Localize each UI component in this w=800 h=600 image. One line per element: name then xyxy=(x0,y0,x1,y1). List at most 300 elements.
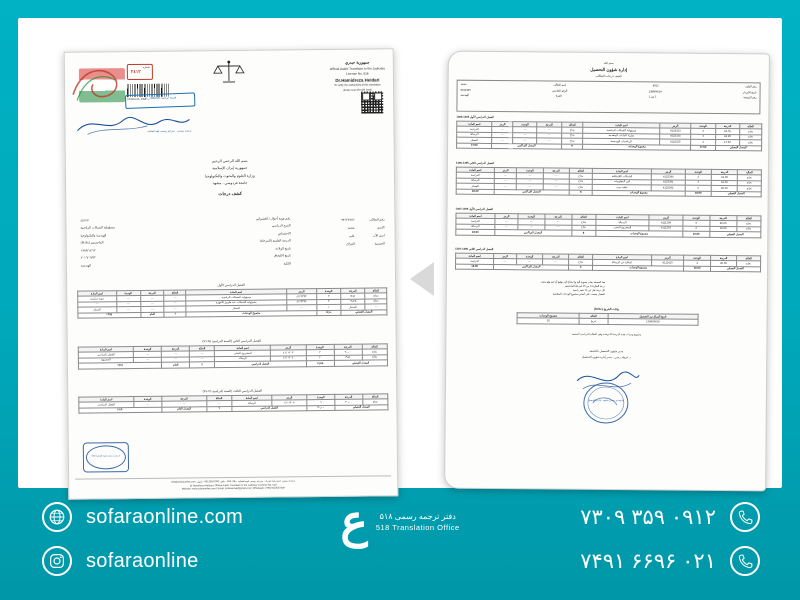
cell: 19.50 xyxy=(710,226,737,232)
col: الدرجة xyxy=(537,122,561,128)
cell: مجموع الوحدات xyxy=(596,231,683,237)
cell: 8 xyxy=(571,230,595,236)
document-page-original[interactable] xyxy=(444,51,770,492)
cell: 20.00 xyxy=(684,266,710,272)
col: الرمز xyxy=(495,214,518,220)
cell: ١٩٫٥٠ xyxy=(334,355,362,361)
col: الرمز xyxy=(651,255,684,261)
cell: — xyxy=(494,184,517,190)
cell: نجاح xyxy=(738,180,762,186)
phone-icon xyxy=(730,546,760,576)
cell: المعدل الفصلي xyxy=(710,232,761,238)
cell: المعدل الفصلي xyxy=(334,360,388,366)
cell: نجاح xyxy=(569,184,593,190)
field-value-1: 1398/06/19 xyxy=(648,89,662,93)
semester2-title: الفصل الدراسي الثاني (السنة الدراسية ٩٥-٩٦) xyxy=(202,338,262,344)
col: الرمز xyxy=(494,168,517,174)
col: الحالة xyxy=(737,216,761,222)
cell: ٤١١١٢٠٣ xyxy=(271,350,306,356)
orig-term2-table xyxy=(456,167,762,198)
col-grade-b: الدرجة xyxy=(162,346,190,352)
cell: حلقة بحث xyxy=(593,185,652,191)
col: اسم المادة xyxy=(593,168,652,174)
cell: — xyxy=(517,184,543,190)
direction-arrow-icon xyxy=(410,262,434,296)
cell: 4122333 xyxy=(660,128,691,134)
cell: ٦ xyxy=(164,312,186,318)
cell: ٢٠٫٠٠ xyxy=(334,350,362,356)
cell: — xyxy=(543,184,569,190)
cell: الدراسة xyxy=(456,219,495,225)
cell: الرسالة xyxy=(215,356,271,362)
cell: — xyxy=(537,138,561,144)
orig-term3-title: الفصل الدراسي الأول 1396-1397 xyxy=(455,207,493,212)
cell: نجاح xyxy=(365,299,387,305)
cell: نجاح xyxy=(738,175,762,181)
info-value-c: الهندسة والتكنولوجيا xyxy=(80,233,107,238)
cell: — xyxy=(494,173,517,179)
cell: ٢ xyxy=(306,355,334,361)
student-info-left xyxy=(80,216,291,268)
col: الوحدة xyxy=(691,123,715,129)
header-line2: Official Arabic Translator to the Judiciary xyxy=(329,65,385,71)
col-status-1: الحالة xyxy=(164,290,186,296)
stamp-scribble-icon xyxy=(569,363,644,430)
col-status-b: الحالة xyxy=(207,396,232,402)
field-value-3: محمد xyxy=(460,82,467,86)
cell: — xyxy=(140,306,164,312)
col-grade-2: الدرجة xyxy=(341,288,365,294)
cell: المعدل التراكمي xyxy=(495,230,572,236)
cell: — xyxy=(365,304,387,310)
col: الوحدة xyxy=(516,254,542,260)
cell: — xyxy=(517,173,543,179)
field-value-4: 9312345 xyxy=(460,88,471,92)
logo-group xyxy=(340,495,460,547)
cell: — xyxy=(190,351,215,357)
col-grade-b: الدرجة xyxy=(162,396,207,402)
cell: ١٣٩٦ xyxy=(78,362,161,368)
cell: نجاح xyxy=(362,349,387,355)
cell: 2 xyxy=(685,185,711,191)
verify-line1: To verify the authenticity of this translation xyxy=(334,83,381,87)
phone-row-2[interactable] xyxy=(580,546,760,576)
sign-line1: مدير شؤون التحصيل بالجامعة xyxy=(589,348,624,354)
info-value-student-no: ٩٣١٢٣٤٥٦ xyxy=(341,217,355,222)
cell: نجاح xyxy=(740,140,762,146)
col: الحالة xyxy=(569,168,593,174)
cell: نجاح xyxy=(561,133,583,139)
col: الحالة xyxy=(737,256,761,262)
orig-term2-title: الفصل الدراسي الثاني 1395-1396 xyxy=(455,161,495,166)
col: اسم المادة xyxy=(583,122,660,128)
cell: 3 xyxy=(685,175,711,181)
cell: أمن المعلومات xyxy=(593,179,652,185)
cell: المعدل الفصلي xyxy=(711,191,761,197)
logo-en-text: 518 Translation Office xyxy=(375,522,460,532)
cell: 4122341 xyxy=(651,180,685,186)
footer-en-1: Dr.Hamidreza Heidari | Official Arabic Translator to the Judiciary | License No. 518 xyxy=(189,483,277,488)
cell: 30 xyxy=(517,318,579,324)
instagram-row[interactable] xyxy=(42,546,243,576)
cell: المعدل التراكمي xyxy=(492,143,561,149)
cell: — xyxy=(134,402,162,408)
seal-label: شماره xyxy=(142,65,150,69)
cell: — xyxy=(140,301,164,307)
cell: نجاح xyxy=(571,225,595,231)
cell: نجاح xyxy=(737,221,761,227)
field-label-4: الرقم الجامعي xyxy=(551,89,568,93)
cell: — xyxy=(516,259,542,265)
cell: 4111410 xyxy=(651,260,684,266)
col: الوحدة xyxy=(513,122,537,128)
cell: — xyxy=(545,225,572,231)
seal-number: ٢٤١٢ xyxy=(130,68,141,75)
col: الحالة xyxy=(738,170,762,176)
cell: ٣ xyxy=(317,299,341,305)
cell: المعدل الفصلي xyxy=(341,310,387,316)
note-1: درجة النجاح 14 من 20 لمرحلة الماجستير xyxy=(564,284,605,289)
col-grade-1: الدرجة xyxy=(140,290,164,296)
translator-signature xyxy=(73,109,193,136)
info-label-f: تاريخ الالتحاق xyxy=(273,253,291,258)
semester2-table xyxy=(78,343,388,369)
cell: ٢٠٫٠٠ xyxy=(335,400,363,406)
cell: 18.20 xyxy=(456,189,494,195)
info-label-name: الاسم xyxy=(377,225,385,230)
info-value-name: محمد xyxy=(347,225,355,230)
phone-1-text: ۰۹۱۲ ۳۵۹ ۷۳۰۹ xyxy=(580,505,716,529)
col: اسم المادة xyxy=(593,254,652,260)
cell: الرسالة xyxy=(456,224,495,230)
logo-letter: ع xyxy=(340,495,368,547)
document-titles xyxy=(66,157,394,201)
cell: — xyxy=(492,138,513,144)
cell: المشروع البحثي xyxy=(215,351,271,357)
cell: نجاح xyxy=(569,179,593,185)
col: الحالة xyxy=(561,122,583,128)
info-label-d: الدرجة العلمية (المرحلة) xyxy=(259,238,291,244)
cell: — xyxy=(513,127,537,133)
info-value-b: مسؤولية الشبكات الرياضية xyxy=(80,225,115,231)
col-units: الوحدة xyxy=(306,344,334,350)
info-label-c: الاختصاص xyxy=(277,231,291,236)
col: الدرجة xyxy=(710,215,737,221)
cell: ٤١٢٣٣٣٣ xyxy=(286,294,316,300)
col: الدرجة xyxy=(715,123,739,129)
final-box-title: بيانات الخريج (M.Sc) xyxy=(594,306,620,312)
cell: المشروع البحثي xyxy=(596,225,650,231)
col: الرمز xyxy=(492,121,513,127)
note-0: هذا المستند صادر بصورة آلية ولا يحتاج إلى توقيع أو ختم وهو معتبر xyxy=(540,280,605,284)
cell: 18.90 xyxy=(456,264,494,270)
info-value-father: علي xyxy=(349,233,355,238)
col: مجموع الوحدات xyxy=(517,313,579,319)
orig-term3-table xyxy=(455,213,761,238)
cell: ٤١١١٢٠٤ xyxy=(271,356,306,362)
cell: نجاح xyxy=(737,261,761,267)
col-units-1: الوحدة xyxy=(116,290,140,296)
cell: — xyxy=(518,219,545,225)
cell: 4 xyxy=(569,265,593,271)
cell: نجاح xyxy=(740,129,762,135)
semester1-title: الفصل الدراسي الأول xyxy=(217,282,245,288)
contact-bar xyxy=(0,490,800,600)
cell: — xyxy=(162,351,190,357)
info-value-g: الهندسة xyxy=(80,263,91,268)
price-stamp: هزینه ترجمه 900000 ریال xyxy=(125,92,195,109)
website-text: sofaraonline.com xyxy=(86,505,244,528)
orig-term1-table xyxy=(456,121,762,152)
cell: خريج xyxy=(579,319,607,325)
cell: 6 xyxy=(683,221,710,227)
cell: نجاح xyxy=(737,226,761,232)
cell: 4122340 xyxy=(651,174,685,180)
title-ministry: وزارة العلوم والبحوث والتكنولوجيا xyxy=(205,173,255,179)
info-value-a: ٤٥١٢٣ xyxy=(80,218,89,223)
col: اسم المادة xyxy=(456,213,495,219)
info-label-g: الكلية xyxy=(283,261,291,266)
instagram-icon xyxy=(42,546,72,576)
cell: المعدل العام xyxy=(162,407,207,413)
semester3-title: الفصل الدراسي الثالث (السنة الدراسية ٩٦-٩٧) xyxy=(202,388,262,394)
seal-number-box xyxy=(127,64,153,80)
cell: 9 xyxy=(561,144,583,150)
phone-icon xyxy=(730,502,760,532)
logo-fa-text: دفتر ترجمه رسمی ۵۱۸ xyxy=(379,511,456,521)
cell: الممتاز xyxy=(457,137,492,143)
orig-header-box xyxy=(456,80,760,115)
cell: 16.75 xyxy=(715,129,739,135)
cell: — xyxy=(116,307,140,313)
cell: 17.50 xyxy=(715,140,739,146)
col: الوحدة xyxy=(684,255,710,261)
cell: — xyxy=(492,127,513,133)
website-row[interactable] xyxy=(42,502,243,532)
cell: ٤١٢٣٣٣٤ xyxy=(287,299,317,305)
cell: الرسالة xyxy=(596,220,650,226)
info-label-father: اسم الأب xyxy=(372,233,385,238)
instagram-text: sofaraonline xyxy=(86,549,199,572)
info-value-nationality: العراق xyxy=(346,241,355,246)
col: اسم المادة xyxy=(596,214,650,220)
cell: نجاح xyxy=(561,128,583,134)
cell: الدراسة xyxy=(456,173,494,179)
cell: ٦ xyxy=(307,400,335,406)
table-row xyxy=(517,318,698,325)
university-stamp xyxy=(569,363,644,430)
cell: الفصل الدراسي xyxy=(79,402,134,408)
cell: ٦ xyxy=(207,406,232,412)
sign-line2: د. فرهاد رجبي - مدير إدارة شؤون التحصيل xyxy=(581,354,631,360)
barcode-number: 0011KHG-034 xyxy=(127,97,146,102)
col-units: الوحدة xyxy=(307,394,335,400)
cell: — xyxy=(162,357,190,363)
cell: — xyxy=(543,179,569,185)
cell: المعدل الفصلي xyxy=(335,405,388,411)
cell: الممتاز xyxy=(186,305,287,311)
cell: نجاح xyxy=(365,293,387,299)
cell: — xyxy=(494,259,517,265)
cell: الدراسة xyxy=(456,259,494,265)
col: الدرجة xyxy=(710,255,736,261)
cell: المعدل الفصلي xyxy=(710,266,760,272)
cell: المعدل الفصلي xyxy=(715,145,761,151)
info-label-b: الفرع الدراسي xyxy=(271,223,291,229)
col-code: الرمز xyxy=(272,395,307,401)
cell: — xyxy=(545,219,572,225)
title-transcript: كشف درجات xyxy=(218,191,242,197)
translator-header xyxy=(330,59,385,93)
cell: — xyxy=(495,219,518,225)
cell: 20.00 xyxy=(710,261,736,267)
cell: الرسالة xyxy=(457,132,492,138)
contact-right-group xyxy=(580,502,760,576)
cell: 18.25 xyxy=(715,134,739,140)
cell: نجاح xyxy=(740,134,762,140)
orig-term1-title: الفصل الدراسي الأول 1395-1396 xyxy=(456,115,494,120)
col-subject: اسم المادة xyxy=(215,345,271,351)
field-value-2: 1 من 1 xyxy=(648,95,657,99)
cell: دورة دراسية xyxy=(78,296,117,302)
orig-notes xyxy=(455,280,605,298)
col-units-2: الوحدة xyxy=(317,288,341,294)
cell: 3 xyxy=(685,180,711,186)
semester1-table xyxy=(77,287,387,318)
official-stamp xyxy=(83,442,129,472)
col: الوحدة xyxy=(683,215,710,221)
col-grade: الدرجة xyxy=(334,344,362,350)
cell: — xyxy=(162,401,207,407)
title-country: جمهورية إيران الإسلامية xyxy=(212,166,248,171)
cell: الممتاز xyxy=(341,304,365,310)
cell: 4111203 xyxy=(649,226,683,232)
col-status-2: الحالة xyxy=(365,288,387,294)
cell: ٣ xyxy=(317,294,341,300)
cell: — xyxy=(513,133,537,139)
col-status: الحالة xyxy=(362,344,387,350)
cell: العام xyxy=(140,312,164,318)
cell: 3 xyxy=(691,134,715,140)
cell: مجموع الوحدات xyxy=(592,190,685,196)
col-units-b: الوحدة xyxy=(134,346,162,352)
cell: ١٣٩٥ xyxy=(78,312,141,318)
verify-line2: please scan the QR Code xyxy=(343,88,372,92)
cell: ١٧٫٥٠ xyxy=(341,294,365,300)
col-status: الحالة xyxy=(363,394,388,400)
col-grade: الدرجة xyxy=(335,394,363,400)
cell: — xyxy=(164,295,186,301)
header-line1: جمهورية حيدري xyxy=(344,60,370,65)
cell: مجموع الوحدات xyxy=(186,310,317,317)
col: الحالة xyxy=(569,254,593,260)
cell: 4122342 xyxy=(651,185,685,191)
col: الرمز xyxy=(494,254,517,260)
document-page-translation[interactable] xyxy=(64,48,399,499)
phone-row-1[interactable] xyxy=(580,502,760,532)
col: الدرجة xyxy=(545,214,572,220)
signature-note: ترجمه رسمی - مترجم رسمی قوه قضاییه xyxy=(147,129,192,133)
cell: ١٨٫٩٠ xyxy=(79,407,162,413)
note-3: المعدل يحسب على أساس مجموع الوحدات المكتسبة xyxy=(552,292,605,297)
cell: — xyxy=(492,132,513,138)
col: اسم المادة xyxy=(457,121,492,127)
field-label-2: رقم الصفحة xyxy=(743,96,757,100)
info-value-f: ٢٠١٦/٠٩/٢٢ xyxy=(80,255,96,260)
col: الرمز xyxy=(660,123,691,129)
cell: — xyxy=(287,305,317,311)
cell: 18.90 xyxy=(456,229,495,235)
cell: نجاح xyxy=(569,174,593,180)
col: الحالة xyxy=(572,214,596,220)
cell: — xyxy=(140,296,164,302)
col-subject: اسم المادة xyxy=(232,395,272,401)
col: الوحدة xyxy=(517,168,543,174)
cell: ٤١١١٣٠٨ xyxy=(272,400,307,406)
cell: الفصل الدراسي xyxy=(78,352,133,358)
info-value-e: ١٩٨٩/١٢/١٢ xyxy=(80,248,96,253)
cell: — xyxy=(543,259,569,265)
cell: — xyxy=(518,225,545,231)
cell: ١٧٫٨٠ xyxy=(317,310,341,316)
cell: — xyxy=(537,127,561,133)
col: الرمز xyxy=(649,215,683,221)
cell: نظرية البيانات المتقدمة xyxy=(583,133,660,139)
field-value-5: الهندسة xyxy=(460,93,469,97)
cell: — xyxy=(513,138,537,144)
info-label-nationality: الجنسية xyxy=(374,241,385,246)
cell: نجاح xyxy=(362,355,387,361)
student-info-right xyxy=(369,217,384,246)
cell: نجاح xyxy=(569,260,593,266)
qr-code[interactable] xyxy=(361,91,383,113)
cell: — xyxy=(517,179,543,185)
cell: — xyxy=(164,301,186,307)
footer-fa: ترجمه رسمی حمیدرضا حیدری - مترجم رسمی قوه قضاییه - پلاک 518 - تلفن: 09123597309 - ایمیل: info@sofaraonline.com xyxy=(171,479,296,484)
orig-subtitle: كشف درجات الطالب xyxy=(595,73,622,79)
col-subject-b: اسم المادة xyxy=(78,347,133,353)
cell: 17.50 xyxy=(457,143,492,149)
col-code: الرمز xyxy=(271,345,306,351)
info-label-student-no: رقم الطالب xyxy=(369,217,385,222)
cell: 4 xyxy=(684,261,710,267)
cell: ١٩٫٧٥ xyxy=(306,361,334,367)
cell: 3 xyxy=(691,139,715,145)
cell: — xyxy=(78,302,117,308)
cell: — xyxy=(116,296,140,302)
col: الحالة xyxy=(579,313,607,319)
stamp-text: مترجم رسمی قوه قضاییه 518 xyxy=(91,455,121,458)
cell: 2 xyxy=(683,226,710,232)
phone-2-text: ۰۲۱ ۶۶۹۶ ۷۴۹۱ xyxy=(580,549,716,573)
col-subject-b: اسم المادة xyxy=(79,397,134,403)
cell: 8 xyxy=(569,190,593,196)
cell: الفصل الدراسي xyxy=(215,361,306,367)
cell: نجاح xyxy=(561,138,583,144)
cell: مسؤولية الشبكات عند طريق الأجهزة xyxy=(186,300,287,306)
cell: الفصل الدراسي xyxy=(232,406,307,412)
cell: ٢٠٫٠٠ xyxy=(307,405,335,411)
cell: نجاح xyxy=(737,186,761,192)
cell: 19.80 xyxy=(683,231,710,237)
cell: — xyxy=(494,178,517,184)
cell: — xyxy=(537,133,561,139)
col: الرمز xyxy=(651,169,685,175)
info-label-a: رقم هوية أحوال / العشوائي xyxy=(255,216,291,221)
info-value-d: الماجستير (M.Sc) xyxy=(80,240,104,246)
col-subject-2: اسم المادة xyxy=(186,289,287,295)
cell: نجاح xyxy=(571,220,595,226)
